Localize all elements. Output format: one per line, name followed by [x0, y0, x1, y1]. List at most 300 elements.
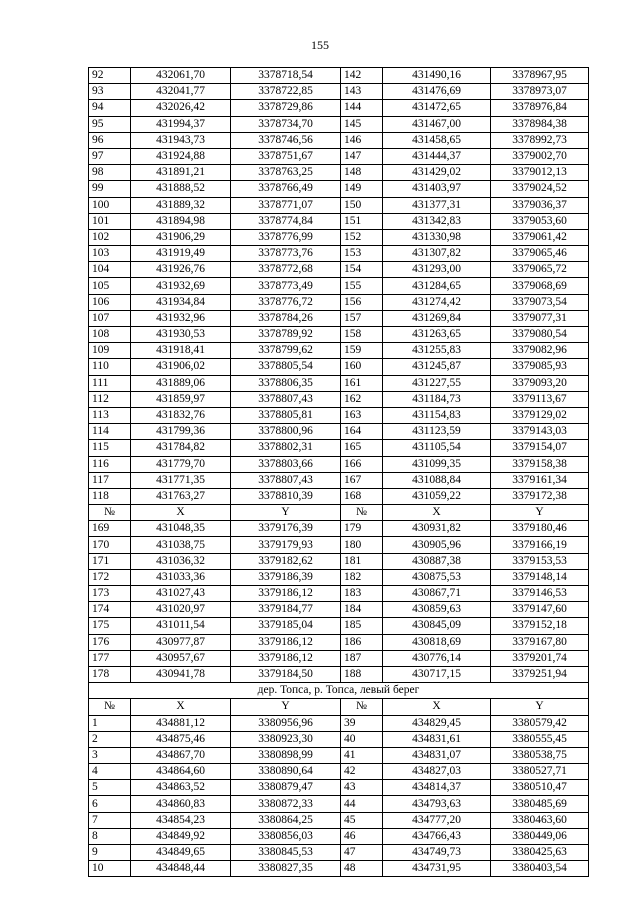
point-number-cell: 172: [89, 569, 131, 585]
y-coordinate-cell: 3379002,70: [491, 148, 589, 164]
point-number-cell: 1: [89, 715, 131, 731]
x-coordinate-cell: 434864,60: [131, 764, 231, 780]
x-coordinate-cell: 434731,95: [383, 861, 491, 877]
x-coordinate-cell: 431889,32: [131, 197, 231, 213]
x-coordinate-cell: 431263,65: [383, 327, 491, 343]
x-coordinate-cell: 434849,92: [131, 828, 231, 844]
table-row: [89, 68, 589, 84]
table-row: [89, 715, 589, 731]
y-coordinate-cell: 3379024,52: [491, 181, 589, 197]
table-row: [89, 84, 589, 100]
x-coordinate-cell: 431943,73: [131, 132, 231, 148]
y-coordinate-cell: 3379166,19: [491, 537, 589, 553]
x-coordinate-cell: 432041,77: [131, 84, 231, 100]
y-coordinate-cell: 3378976,84: [491, 100, 589, 116]
x-coordinate-cell: 430941,78: [131, 666, 231, 682]
y-coordinate-cell: 3378734,70: [231, 116, 341, 132]
x-column-header: X: [383, 505, 491, 521]
point-number-cell: 143: [341, 84, 383, 100]
x-coordinate-cell: 434867,70: [131, 747, 231, 763]
x-coordinate-cell: 431799,36: [131, 424, 231, 440]
x-coordinate-cell: 431932,69: [131, 278, 231, 294]
x-coordinate-cell: 434793,63: [383, 796, 491, 812]
y-coordinate-cell: 3380510,47: [491, 780, 589, 796]
table-row: [89, 197, 589, 213]
y-coordinate-cell: 3380485,69: [491, 796, 589, 812]
y-coordinate-cell: 3378784,26: [231, 310, 341, 326]
y-coordinate-cell: 3378810,39: [231, 488, 341, 504]
point-number-cell: 113: [89, 407, 131, 423]
point-number-cell: 177: [89, 650, 131, 666]
number-column-header: №: [341, 699, 383, 715]
x-coordinate-cell: 431307,82: [383, 246, 491, 262]
point-number-cell: 103: [89, 246, 131, 262]
point-number-cell: 144: [341, 100, 383, 116]
x-coordinate-cell: 431429,02: [383, 165, 491, 181]
x-coordinate-cell: 431926,76: [131, 262, 231, 278]
y-coordinate-cell: 3378776,99: [231, 229, 341, 245]
point-number-cell: 167: [341, 472, 383, 488]
x-coordinate-cell: 430845,09: [383, 618, 491, 634]
y-coordinate-cell: 3379251,94: [491, 666, 589, 682]
y-coordinate-cell: 3379053,60: [491, 213, 589, 229]
y-coordinate-cell: 3378802,31: [231, 440, 341, 456]
y-coordinate-cell: 3378773,76: [231, 246, 341, 262]
x-coordinate-cell: 434831,61: [383, 731, 491, 747]
point-number-cell: 158: [341, 327, 383, 343]
point-number-cell: 39: [341, 715, 383, 731]
point-number-cell: 45: [341, 812, 383, 828]
x-coordinate-cell: 430977,87: [131, 634, 231, 650]
x-coordinate-cell: 431284,65: [383, 278, 491, 294]
x-coordinate-cell: 430867,71: [383, 586, 491, 602]
point-number-cell: 180: [341, 537, 383, 553]
table-row: [89, 553, 589, 569]
point-number-cell: 188: [341, 666, 383, 682]
x-coordinate-cell: 431274,42: [383, 294, 491, 310]
y-coordinate-cell: 3379082,96: [491, 343, 589, 359]
x-coordinate-cell: 431930,53: [131, 327, 231, 343]
x-coordinate-cell: 431932,96: [131, 310, 231, 326]
y-coordinate-cell: 3378992,73: [491, 132, 589, 148]
point-number-cell: 166: [341, 456, 383, 472]
table-row: [89, 246, 589, 262]
y-column-header: Y: [491, 699, 589, 715]
point-number-cell: 116: [89, 456, 131, 472]
x-coordinate-cell: 431472,65: [383, 100, 491, 116]
x-coordinate-cell: 431269,84: [383, 310, 491, 326]
point-number-cell: 110: [89, 359, 131, 375]
y-coordinate-cell: 3380923,30: [231, 731, 341, 747]
point-number-cell: 157: [341, 310, 383, 326]
point-number-cell: 107: [89, 310, 131, 326]
y-coordinate-cell: 3378807,43: [231, 472, 341, 488]
point-number-cell: 95: [89, 116, 131, 132]
y-coordinate-cell: 3379065,46: [491, 246, 589, 262]
table-row: [89, 488, 589, 504]
table-row: [89, 375, 589, 391]
x-coordinate-cell: 431888,52: [131, 181, 231, 197]
table-row: [89, 440, 589, 456]
point-number-cell: 112: [89, 391, 131, 407]
table-row: [89, 537, 589, 553]
x-coordinate-cell: 430717,15: [383, 666, 491, 682]
x-coordinate-cell: 430905,96: [383, 537, 491, 553]
table-row: [89, 407, 589, 423]
y-coordinate-cell: 3379148,14: [491, 569, 589, 585]
x-coordinate-cell: 431403,97: [383, 181, 491, 197]
x-coordinate-cell: 430957,67: [131, 650, 231, 666]
table-row: [89, 472, 589, 488]
y-coordinate-cell: 3379184,50: [231, 666, 341, 682]
point-number-cell: 169: [89, 521, 131, 537]
point-number-cell: 94: [89, 100, 131, 116]
y-coordinate-cell: 3379176,39: [231, 521, 341, 537]
point-number-cell: 174: [89, 602, 131, 618]
x-coordinate-cell: 431227,55: [383, 375, 491, 391]
x-coordinate-cell: 431011,54: [131, 618, 231, 634]
y-coordinate-cell: 3380856,03: [231, 828, 341, 844]
point-number-cell: 115: [89, 440, 131, 456]
point-number-cell: 108: [89, 327, 131, 343]
x-column-header: X: [383, 699, 491, 715]
point-number-cell: 98: [89, 165, 131, 181]
x-coordinate-cell: 431934,84: [131, 294, 231, 310]
point-number-cell: 118: [89, 488, 131, 504]
point-number-cell: 152: [341, 229, 383, 245]
table-row: [89, 602, 589, 618]
y-coordinate-cell: 3379061,42: [491, 229, 589, 245]
y-coordinate-cell: 3378763,25: [231, 165, 341, 181]
point-number-cell: 145: [341, 116, 383, 132]
y-coordinate-cell: 3379201,74: [491, 650, 589, 666]
point-number-cell: 104: [89, 262, 131, 278]
point-number-cell: 47: [341, 845, 383, 861]
point-number-cell: 102: [89, 229, 131, 245]
point-number-cell: 181: [341, 553, 383, 569]
table-row: [89, 666, 589, 682]
x-coordinate-cell: 431476,69: [383, 84, 491, 100]
x-coordinate-cell: 434777,20: [383, 812, 491, 828]
point-number-cell: 164: [341, 424, 383, 440]
table-row: [89, 229, 589, 245]
point-number-cell: 7: [89, 812, 131, 828]
y-coordinate-cell: 3378774,84: [231, 213, 341, 229]
y-coordinate-cell: 3378772,68: [231, 262, 341, 278]
y-coordinate-cell: 3378973,07: [491, 84, 589, 100]
x-coordinate-cell: 431038,75: [131, 537, 231, 553]
x-coordinate-cell: 430859,63: [383, 602, 491, 618]
y-coordinate-cell: 3379186,12: [231, 586, 341, 602]
point-number-cell: 4: [89, 764, 131, 780]
table-row: [89, 634, 589, 650]
point-number-cell: 43: [341, 780, 383, 796]
y-coordinate-cell: 3379077,31: [491, 310, 589, 326]
y-coordinate-cell: 3379153,53: [491, 553, 589, 569]
table-row: [89, 100, 589, 116]
x-coordinate-cell: 431784,82: [131, 440, 231, 456]
point-number-cell: 156: [341, 294, 383, 310]
x-coordinate-cell: 431924,88: [131, 148, 231, 164]
table-row: [89, 812, 589, 828]
y-coordinate-cell: 3378805,81: [231, 407, 341, 423]
point-number-cell: 146: [341, 132, 383, 148]
point-number-cell: 3: [89, 747, 131, 763]
x-coordinate-cell: 431891,21: [131, 165, 231, 181]
y-coordinate-cell: 3378776,72: [231, 294, 341, 310]
point-number-cell: 117: [89, 472, 131, 488]
y-coordinate-cell: 3379143,03: [491, 424, 589, 440]
point-number-cell: 163: [341, 407, 383, 423]
table-row: [89, 796, 589, 812]
point-number-cell: 40: [341, 731, 383, 747]
point-number-cell: 175: [89, 618, 131, 634]
x-coordinate-cell: 431154,83: [383, 407, 491, 423]
table-row: [89, 278, 589, 294]
x-coordinate-cell: 431994,37: [131, 116, 231, 132]
x-coordinate-cell: 431020,97: [131, 602, 231, 618]
x-coordinate-cell: 431123,59: [383, 424, 491, 440]
y-coordinate-cell: 3379179,93: [231, 537, 341, 553]
x-coordinate-cell: 431894,98: [131, 213, 231, 229]
table-row: [89, 731, 589, 747]
point-number-cell: 6: [89, 796, 131, 812]
point-number-cell: 160: [341, 359, 383, 375]
y-coordinate-cell: 3379172,38: [491, 488, 589, 504]
x-coordinate-cell: 434875,46: [131, 731, 231, 747]
x-coordinate-cell: 432026,42: [131, 100, 231, 116]
point-number-cell: 159: [341, 343, 383, 359]
y-coordinate-cell: 3379152,18: [491, 618, 589, 634]
point-number-cell: 46: [341, 828, 383, 844]
point-number-cell: 42: [341, 764, 383, 780]
table-row: [89, 861, 589, 877]
x-coordinate-cell: 434831,07: [383, 747, 491, 763]
x-coordinate-cell: 431377,31: [383, 197, 491, 213]
x-coordinate-cell: 430776,14: [383, 650, 491, 666]
point-number-cell: 186: [341, 634, 383, 650]
point-number-cell: 187: [341, 650, 383, 666]
y-coordinate-cell: 3379161,34: [491, 472, 589, 488]
point-number-cell: 2: [89, 731, 131, 747]
point-number-cell: 155: [341, 278, 383, 294]
point-number-cell: 153: [341, 246, 383, 262]
y-coordinate-cell: 3379182,62: [231, 553, 341, 569]
point-number-cell: 176: [89, 634, 131, 650]
y-coordinate-cell: 3380898,99: [231, 747, 341, 763]
point-number-cell: 165: [341, 440, 383, 456]
point-number-cell: 162: [341, 391, 383, 407]
table-row: [89, 618, 589, 634]
x-coordinate-cell: 431330,98: [383, 229, 491, 245]
y-coordinate-cell: 3379093,20: [491, 375, 589, 391]
coordinates-table: [88, 67, 589, 877]
table-row: [89, 569, 589, 585]
point-number-cell: 183: [341, 586, 383, 602]
y-coordinate-cell: 3379065,72: [491, 262, 589, 278]
y-coordinate-cell: 3379186,12: [231, 650, 341, 666]
point-number-cell: 101: [89, 213, 131, 229]
point-number-cell: 9: [89, 845, 131, 861]
y-coordinate-cell: 3378746,56: [231, 132, 341, 148]
x-coordinate-cell: 430931,82: [383, 521, 491, 537]
y-column-header: Y: [231, 699, 341, 715]
point-number-cell: 97: [89, 148, 131, 164]
y-coordinate-cell: 3380845,53: [231, 845, 341, 861]
x-coordinate-cell: 431184,73: [383, 391, 491, 407]
point-number-cell: 92: [89, 68, 131, 84]
y-coordinate-cell: 3378800,96: [231, 424, 341, 440]
x-coordinate-cell: 430875,53: [383, 569, 491, 585]
point-number-cell: 105: [89, 278, 131, 294]
point-number-cell: 149: [341, 181, 383, 197]
y-coordinate-cell: 3380890,64: [231, 764, 341, 780]
section-title: дер. Топса, р. Топса, левый берег: [89, 683, 589, 699]
x-coordinate-cell: 431779,70: [131, 456, 231, 472]
table-row: [89, 391, 589, 407]
y-coordinate-cell: 3379012,13: [491, 165, 589, 181]
x-coordinate-cell: 431859,97: [131, 391, 231, 407]
y-coordinate-cell: 3379085,93: [491, 359, 589, 375]
y-coordinate-cell: 3379180,46: [491, 521, 589, 537]
y-coordinate-cell: 3379158,38: [491, 456, 589, 472]
y-coordinate-cell: 3378967,95: [491, 68, 589, 84]
y-coordinate-cell: 3378984,38: [491, 116, 589, 132]
x-coordinate-cell: 431490,16: [383, 68, 491, 84]
x-coordinate-cell: 434814,37: [383, 780, 491, 796]
number-column-header: №: [89, 505, 131, 521]
x-coordinate-cell: 434881,12: [131, 715, 231, 731]
point-number-cell: 93: [89, 84, 131, 100]
y-coordinate-cell: 3378799,62: [231, 343, 341, 359]
table-row: [89, 586, 589, 602]
y-coordinate-cell: 3380555,45: [491, 731, 589, 747]
point-number-cell: 178: [89, 666, 131, 682]
point-number-cell: 168: [341, 488, 383, 504]
x-coordinate-cell: 434749,73: [383, 845, 491, 861]
y-coordinate-cell: 3379186,39: [231, 569, 341, 585]
point-number-cell: 96: [89, 132, 131, 148]
x-coordinate-cell: 431763,27: [131, 488, 231, 504]
table-row: [89, 650, 589, 666]
y-coordinate-cell: 3378807,43: [231, 391, 341, 407]
table-row: [89, 456, 589, 472]
y-coordinate-cell: 3379036,37: [491, 197, 589, 213]
point-number-cell: 171: [89, 553, 131, 569]
table-header-row: [89, 699, 589, 715]
point-number-cell: 114: [89, 424, 131, 440]
point-number-cell: 179: [341, 521, 383, 537]
x-column-header: X: [131, 699, 231, 715]
table-row: [89, 359, 589, 375]
table-row: [89, 294, 589, 310]
x-coordinate-cell: 431906,02: [131, 359, 231, 375]
x-coordinate-cell: 431919,49: [131, 246, 231, 262]
y-coordinate-cell: 3379167,80: [491, 634, 589, 650]
y-coordinate-cell: 3378729,86: [231, 100, 341, 116]
x-coordinate-cell: 431048,35: [131, 521, 231, 537]
x-coordinate-cell: 432061,70: [131, 68, 231, 84]
table-header-row: [89, 505, 589, 521]
y-coordinate-cell: 3380463,60: [491, 812, 589, 828]
y-coordinate-cell: 3379080,54: [491, 327, 589, 343]
x-coordinate-cell: 431105,54: [383, 440, 491, 456]
point-number-cell: 148: [341, 165, 383, 181]
y-coordinate-cell: 3380538,75: [491, 747, 589, 763]
x-coordinate-cell: 431771,35: [131, 472, 231, 488]
x-coordinate-cell: 430818,69: [383, 634, 491, 650]
x-coordinate-cell: 431342,83: [383, 213, 491, 229]
x-coordinate-cell: 431293,00: [383, 262, 491, 278]
y-coordinate-cell: 3378805,54: [231, 359, 341, 375]
y-coordinate-cell: 3379113,67: [491, 391, 589, 407]
point-number-cell: 184: [341, 602, 383, 618]
x-coordinate-cell: 431099,35: [383, 456, 491, 472]
x-coordinate-cell: 430887,38: [383, 553, 491, 569]
y-column-header: Y: [231, 505, 341, 521]
x-coordinate-cell: 431245,87: [383, 359, 491, 375]
table-row: [89, 181, 589, 197]
point-number-cell: 182: [341, 569, 383, 585]
y-coordinate-cell: 3379147,60: [491, 602, 589, 618]
table-row: [89, 764, 589, 780]
x-coordinate-cell: 431444,37: [383, 148, 491, 164]
number-column-header: №: [341, 505, 383, 521]
y-coordinate-cell: 3378718,54: [231, 68, 341, 84]
x-coordinate-cell: 434829,45: [383, 715, 491, 731]
point-number-cell: 41: [341, 747, 383, 763]
x-coordinate-cell: 431088,84: [383, 472, 491, 488]
table-row: [89, 262, 589, 278]
x-coordinate-cell: 431033,36: [131, 569, 231, 585]
y-coordinate-cell: 3378803,66: [231, 456, 341, 472]
y-coordinate-cell: 3379129,02: [491, 407, 589, 423]
x-coordinate-cell: 434860,83: [131, 796, 231, 812]
y-coordinate-cell: 3378789,92: [231, 327, 341, 343]
x-coordinate-cell: 434766,43: [383, 828, 491, 844]
x-coordinate-cell: 431059,22: [383, 488, 491, 504]
x-coordinate-cell: 431027,43: [131, 586, 231, 602]
table-row: [89, 327, 589, 343]
y-coordinate-cell: 3378771,07: [231, 197, 341, 213]
point-number-cell: 173: [89, 586, 131, 602]
y-coordinate-cell: 3380527,71: [491, 764, 589, 780]
table-row: [89, 521, 589, 537]
table-row: [89, 213, 589, 229]
point-number-cell: 10: [89, 861, 131, 877]
y-coordinate-cell: 3380864,25: [231, 812, 341, 828]
y-coordinate-cell: 3378806,35: [231, 375, 341, 391]
y-coordinate-cell: 3379068,69: [491, 278, 589, 294]
page-number: 155: [311, 38, 329, 52]
table-row: [89, 424, 589, 440]
y-coordinate-cell: 3379146,53: [491, 586, 589, 602]
x-coordinate-cell: 431832,76: [131, 407, 231, 423]
point-number-cell: 106: [89, 294, 131, 310]
y-coordinate-cell: 3380872,33: [231, 796, 341, 812]
y-coordinate-cell: 3380956,96: [231, 715, 341, 731]
y-coordinate-cell: 3378766,49: [231, 181, 341, 197]
x-coordinate-cell: 431036,32: [131, 553, 231, 569]
x-coordinate-cell: 431255,83: [383, 343, 491, 359]
point-number-cell: 99: [89, 181, 131, 197]
point-number-cell: 151: [341, 213, 383, 229]
point-number-cell: 170: [89, 537, 131, 553]
y-coordinate-cell: 3379154,07: [491, 440, 589, 456]
y-coordinate-cell: 3379186,12: [231, 634, 341, 650]
number-column-header: №: [89, 699, 131, 715]
x-coordinate-cell: 434854,23: [131, 812, 231, 828]
